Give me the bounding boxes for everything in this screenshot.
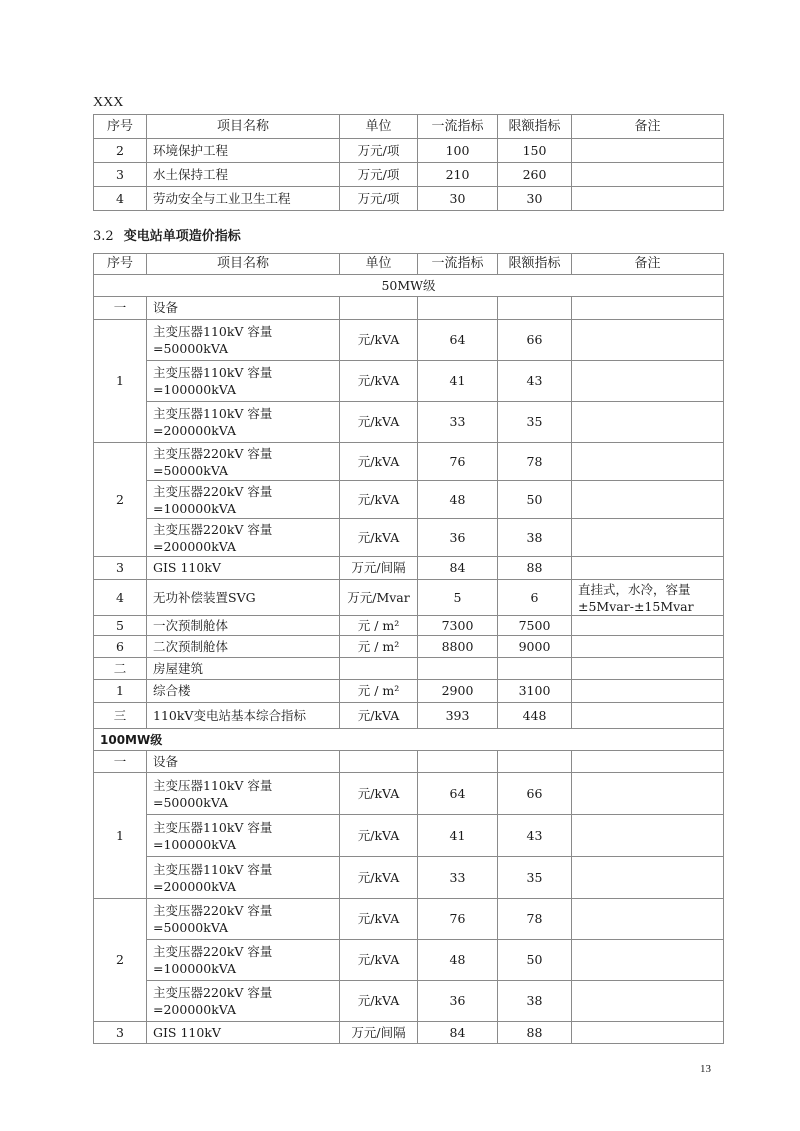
table-row [94,636,724,658]
cell-limit: 50 [498,940,572,981]
cell-name: GIS 110kV [147,557,340,580]
cell-first: 76 [418,443,498,481]
table-row [94,163,724,187]
cell-first: 36 [418,981,498,1022]
cell-unit: 万元/间隔 [340,557,418,580]
cell-unit: 元/kVA [340,519,418,557]
cell-first: 30 [418,187,498,211]
cell-first: 48 [418,940,498,981]
table-row [94,320,724,361]
group-label: 100MW级 [94,729,724,751]
table-row [94,857,724,899]
cell-name: 主变压器220kV 容量=200000kVA [147,981,340,1022]
cell-name: 主变压器220kV 容量=100000kVA [147,481,340,519]
cell-first: 5 [418,580,498,616]
cell-no: 三 [94,703,147,729]
cell-no: 4 [94,580,147,616]
header-limit: 限额指标 [498,254,572,275]
header-first: 一流指标 [418,254,498,275]
cell-first: 393 [418,703,498,729]
cell-limit: 150 [498,139,572,163]
cell-name: 主变压器220kV 容量=50000kVA [147,899,340,940]
cell-name: 水土保持工程 [147,163,340,187]
cell-first: 84 [418,557,498,580]
cell-note: 直挂式，水冷，容量±5Mvar-±15Mvar [572,580,724,616]
table-row [94,616,724,636]
table-header-row [94,115,724,139]
cell-limit: 35 [498,857,572,899]
cell-name: 主变压器220kV 容量=200000kVA [147,519,340,557]
cell-limit: 88 [498,557,572,580]
cell-limit: 38 [498,981,572,1022]
cell-limit: 30 [498,187,572,211]
cell-unit: 元/kVA [340,899,418,940]
cell-unit: 元/kVA [340,815,418,857]
cell-name: 房屋建筑 [147,658,340,680]
cell-no: 2 [94,443,147,557]
cell-limit: 35 [498,402,572,443]
cell-first: 48 [418,481,498,519]
header-note: 备注 [572,254,724,275]
cell-no: 3 [94,163,147,187]
cell-name: 主变压器110kV 容量=100000kVA [147,361,340,402]
cell-name: 一次预制舱体 [147,616,340,636]
cell-first: 36 [418,519,498,557]
cell-limit: 448 [498,703,572,729]
cell-no: 二 [94,658,147,680]
cell-limit: 7500 [498,616,572,636]
cell-limit: 88 [498,1022,572,1044]
cell-note [572,616,724,636]
table-row [94,402,724,443]
category-row [94,703,724,729]
cell-no: 2 [94,139,147,163]
cell-name: 二次预制舱体 [147,636,340,658]
cell-unit: 元/kVA [340,857,418,899]
cell-note [572,557,724,580]
cell-unit: 元/kVA [340,940,418,981]
cell-note [572,703,724,729]
cell-limit: 9000 [498,636,572,658]
cell-first: 210 [418,163,498,187]
cell-limit: 78 [498,443,572,481]
cell-first: 33 [418,857,498,899]
cell-first: 2900 [418,680,498,703]
cell-unit: 元 / m² [340,680,418,703]
cell-unit: 元/kVA [340,481,418,519]
cell-limit: 38 [498,519,572,557]
group-label: 50MW级 [94,275,724,297]
cell-unit: 元/kVA [340,703,418,729]
cell-no: 4 [94,187,147,211]
group-row-50mw [94,275,724,297]
cell-note [572,163,724,187]
cell-limit: 260 [498,163,572,187]
cell-first: 76 [418,899,498,940]
cell-name: 设备 [147,751,340,773]
cell-name: 主变压器220kV 容量=50000kVA [147,443,340,481]
cell-name: 主变压器110kV 容量=50000kVA [147,773,340,815]
cell-no: 一 [94,751,147,773]
header-limit: 限额指标 [498,115,572,139]
cell-no: 1 [94,320,147,443]
cell-name: 设备 [147,297,340,320]
table-row [94,361,724,402]
cell-limit: 66 [498,773,572,815]
table-row [94,580,724,616]
cell-unit: 元/kVA [340,981,418,1022]
section-number: 3.2 [93,229,114,244]
cell-name: 主变压器220kV 容量=100000kVA [147,940,340,981]
cell-no: 5 [94,616,147,636]
cell-first: 84 [418,1022,498,1044]
group-row-100mw [94,729,724,751]
cell-unit: 元/kVA [340,320,418,361]
cell-unit: 元 / m² [340,636,418,658]
cell-limit: 43 [498,361,572,402]
cell-name: 综合楼 [147,680,340,703]
cell-unit: 元/kVA [340,361,418,402]
cell-unit: 万元/项 [340,163,418,187]
category-row [94,751,724,773]
cell-name: 劳动安全与工业卫生工程 [147,187,340,211]
cell-unit: 元 / m² [340,616,418,636]
cell-name: 主变压器110kV 容量=200000kVA [147,857,340,899]
header-note: 备注 [572,115,724,139]
cell-name: 环境保护工程 [147,139,340,163]
table-caption: XXX [93,95,124,110]
cell-unit: 万元/间隔 [340,1022,418,1044]
cell-no: 1 [94,680,147,703]
cell-note [572,1022,724,1044]
header-unit: 单位 [340,115,418,139]
cell-limit: 3100 [498,680,572,703]
cell-no: 6 [94,636,147,658]
table-header-row [94,254,724,275]
cell-note [572,139,724,163]
header-no: 序号 [94,115,147,139]
cell-name: 主变压器110kV 容量=50000kVA [147,320,340,361]
cell-name: 主变压器110kV 容量=200000kVA [147,402,340,443]
table-row [94,557,724,580]
cell-first: 41 [418,815,498,857]
cell-name: 110kV变电站基本综合指标 [147,703,340,729]
cell-unit: 元/kVA [340,443,418,481]
table-row [94,981,724,1022]
section-title: 变电站单项造价指标 [123,229,241,244]
header-first: 一流指标 [418,115,498,139]
cell-first: 8800 [418,636,498,658]
cell-first: 64 [418,773,498,815]
table-row [94,940,724,981]
header-name: 项目名称 [147,115,340,139]
page-number: 13 [700,1063,711,1075]
category-row [94,658,724,680]
header-unit: 单位 [340,254,418,275]
cell-note [572,187,724,211]
cell-unit: 元/kVA [340,773,418,815]
cell-first: 7300 [418,616,498,636]
cell-limit: 6 [498,580,572,616]
table-row [94,773,724,815]
cell-name: 主变压器110kV 容量=100000kVA [147,815,340,857]
cell-first: 100 [418,139,498,163]
cell-first: 41 [418,361,498,402]
table-row [94,899,724,940]
cell-first: 33 [418,402,498,443]
header-name: 项目名称 [147,254,340,275]
cell-unit: 元/kVA [340,402,418,443]
cell-no: 3 [94,1022,147,1044]
table-row [94,1022,724,1044]
cell-note [572,680,724,703]
table-row [94,815,724,857]
cell-no: 3 [94,557,147,580]
cost-table-1 [93,114,724,211]
cell-limit: 78 [498,899,572,940]
cell-name: GIS 110kV [147,1022,340,1044]
table-row [94,443,724,481]
cell-no: 一 [94,297,147,320]
table-row [94,139,724,163]
cell-unit: 万元/项 [340,187,418,211]
section-heading [93,225,241,244]
cell-limit: 43 [498,815,572,857]
cell-unit: 万元/Mvar [340,580,418,616]
cell-note [572,636,724,658]
cell-first: 64 [418,320,498,361]
cell-name: 无功补偿装置SVG [147,580,340,616]
table-row [94,187,724,211]
cell-unit: 万元/项 [340,139,418,163]
table-row [94,519,724,557]
category-row [94,297,724,320]
cell-no: 2 [94,899,147,1022]
header-no: 序号 [94,254,147,275]
table-row [94,481,724,519]
cost-table-2 [93,253,724,1044]
cell-limit: 50 [498,481,572,519]
table-row [94,680,724,703]
cell-no: 1 [94,773,147,899]
cell-limit: 66 [498,320,572,361]
